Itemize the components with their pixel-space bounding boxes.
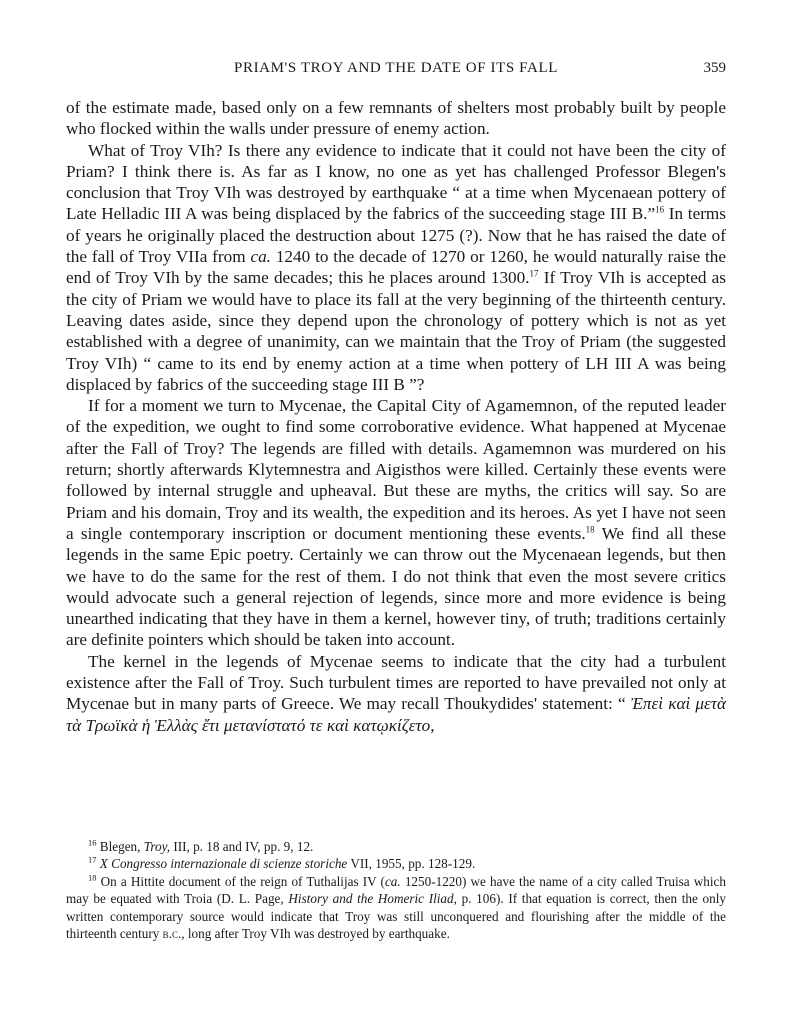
footnote-ref-17: 17 (529, 268, 539, 279)
footnote-17-text-b: VII, 1955, pp. 128-129. (347, 856, 476, 872)
bc-abbrev: b.c. (162, 926, 182, 942)
footnote-18-title: History and the Homeric Iliad, (288, 891, 457, 907)
footnotes (66, 838, 726, 942)
footnote-ref-16: 16 (655, 204, 665, 215)
footnote-16-title: Troy, (143, 839, 171, 854)
paragraph-2-text-c: 1240 to the decade of 1270 or 1260, he would naturally raise the end of Troy VIh by the same decades; this he places around 1300. (66, 247, 726, 288)
running-title: PRIAM'S TROY AND THE DATE OF ITS FALL (234, 60, 558, 76)
paragraph-1 (66, 97, 726, 140)
paragraph-4 (66, 651, 726, 736)
footnote-number: 16 (88, 837, 97, 848)
paragraph-3-text-b: We find all these legends in the same Epic poetry. Certainly we can throw out the Mycenaean legends, but then we have to do the same for the rest of them. I do not think that even the most severe critics would advocate such a general rejection of legends, since more and more evidence is being unearthed indicating that they have in them a kernel, however tiny, of truth; traditions certainly are definite pointers which should be taken into account. (66, 523, 726, 650)
paragraph-2-text-a: What of Troy VIh? Is there any evidence to indicate that it could not have been the city of Priam? I think there is. As far as I know, no one as yet has challenged Professor Blegen's conclusion that Troy VIh was destroyed by earthquake “ at a time when Mycenaean pottery of Late Helladic III A was being displaced by the fabrics of the succeeding stage III B.” (66, 140, 726, 224)
paragraph-1-text: of the estimate made, based only on a few remnants of shelters most probably built by people who flocked within the walls under pressure of enemy action. (66, 98, 726, 139)
page-number: 359 (703, 60, 726, 76)
footnote-18 (66, 873, 726, 943)
circa-abbrev: ca. (250, 247, 271, 267)
footnote-18-text-c: p. 106). If that equation is correct, then the only written contemporary source would indicate that Troy was still unconquered and flourishing after the middle of the thirteenth century (66, 891, 726, 942)
footnote-16-text-a: Blegen, (96, 839, 144, 854)
footnote-17 (66, 855, 726, 872)
footnote-18-text-b: 1250-1220) we have the name of a city called Truisa which may be equated with Troia (D. L. Page, (66, 873, 726, 907)
footnote-16 (66, 838, 726, 855)
footnote-number: 17 (88, 855, 97, 866)
page-header (66, 60, 726, 82)
footnote-16-text-b: III, p. 18 and IV, pp. 9, 12. (170, 839, 314, 854)
paragraph-2-text-d: If Troy VIh is accepted as the city of Priam we would have to place its fall at the very beginning of the thirteenth century. Leaving dates aside, since they depend upon the chronology of pottery which is not as yet established with a degree of unanimity, can we maintain that the Troy of Priam (the suggested Troy VIh) “ came to its end by enemy action at a time when pottery of LH III A was being displaced by fabrics of the succeeding stage III B ”? (66, 268, 726, 394)
footnote-18-text-a: On a Hittite document of the reign of Tuthalijas IV ( (96, 873, 385, 889)
footnote-ref-18: 18 (585, 524, 595, 535)
footnote-number: 18 (88, 872, 97, 883)
paragraph-4-text: The kernel in the legends of Mycenae seems to indicate that the city had a turbulent existence after the Fall of Troy. Such turbulent times are reported to have prevailed not only at Mycenae but in many parts of Greece. We may recall Thoukydides' statement: “ (66, 651, 726, 714)
paragraph-2 (66, 140, 726, 396)
paragraph-3 (66, 395, 726, 651)
greek-quotation: Ἐπεὶ καὶ μετὰ τὰ Τρωϊκὰ ἡ Ἑλλὰς ἔτι μετανίστατό τε καὶ κατῳκίζετο, (66, 694, 726, 735)
body-text (66, 97, 726, 736)
paragraph-2-text-b: In terms of years he originally placed the destruction about 1275 (?). Now that he has raised the date of the fall of Troy VIIa from (66, 204, 726, 267)
circa-abbrev: ca. (384, 873, 401, 889)
footnote-18-text-d: , long after Troy VIh was destroyed by earthquake. (181, 926, 450, 942)
paragraph-3-text-a: If for a moment we turn to Mycenae, the Capital City of Agamemnon, of the reputed leader of the expedition, we ought to find some corroborative evidence. What happened at Mycenae after the Fall of Troy? The legends are filled with details. Agamemnon was murdered on his return; shortly afterwards Klytemnestra and Aigisthos were killed. Certainly these events were followed by internal struggle and upheaval. But these are myths, the critics will say. So are Priam and his domain, Troy and its wealth, the expedition and its heroes. As yet I have not seen a single contemporary inscription or document mentioning these events. (66, 396, 726, 543)
footnote-17-title: X Congresso internazionale di scienze storiche (96, 856, 348, 872)
